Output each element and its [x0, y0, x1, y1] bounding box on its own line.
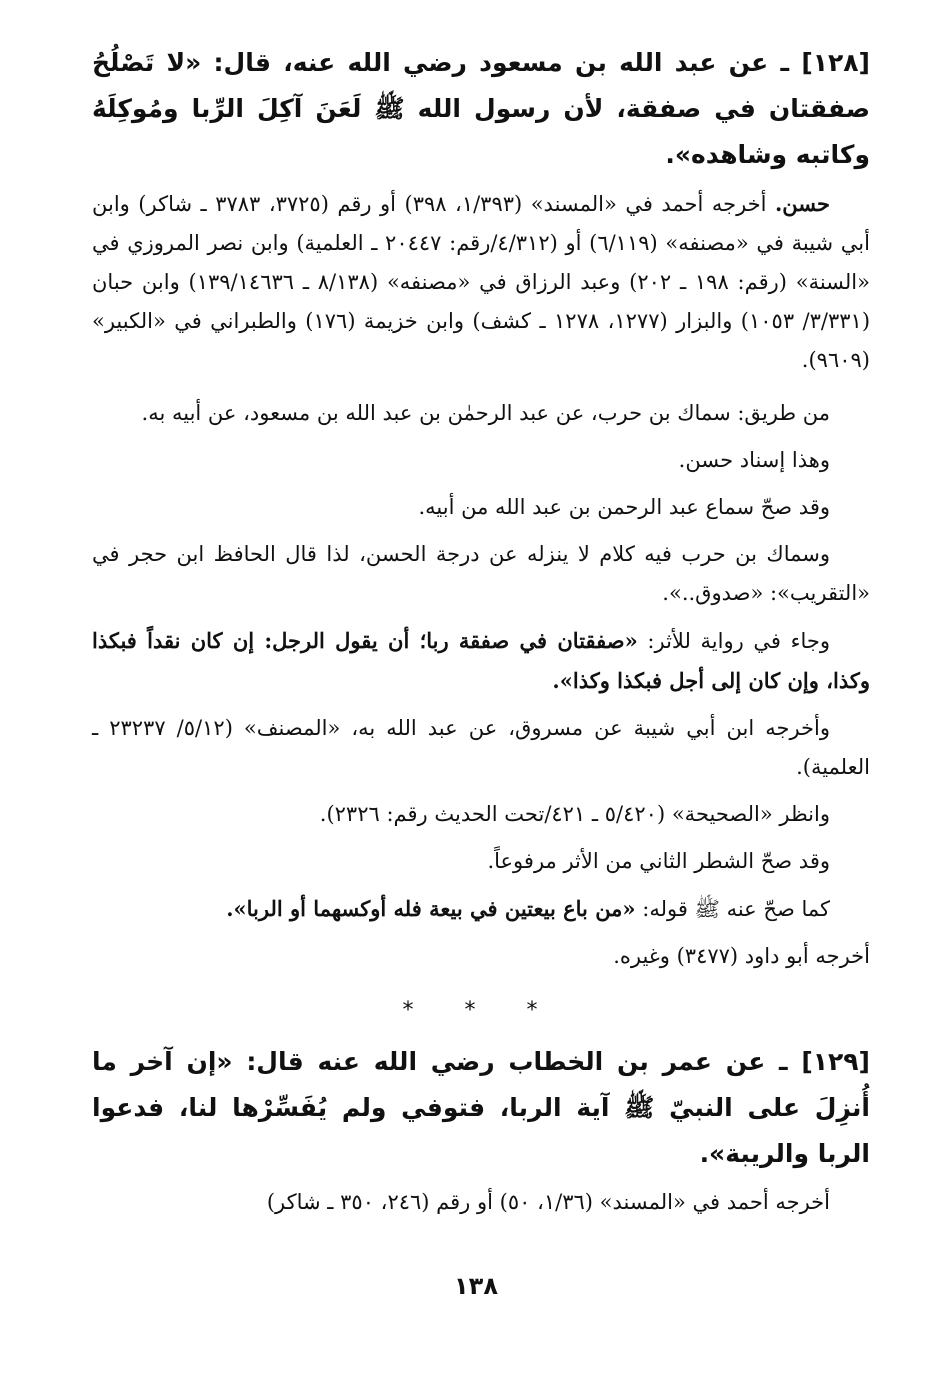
- takhrij-paragraph-129: أخرجه أحمد في «المسند» (١/٣٦، ٥٠) أو رقم (٢٤٦، ٣٥٠ ـ شاكر): [266, 1190, 830, 1214]
- riwaya-paragraph: [92, 621, 870, 701]
- hadith-lead: ـ عن عمر بن الخطاب رضي الله عنه قال:: [246, 1047, 788, 1076]
- isnad-grade: وهذا إسناد حسن.: [678, 448, 830, 472]
- kama-paragraph: [92, 889, 870, 929]
- riwaya-quote: «صفقتان في صفقة ربا؛ أن يقول الرجل: إن كان نقداً فبكذا وكذا، وإن كان إلى أجل فبكذا وكذا».: [92, 628, 870, 693]
- hadith-quote: «لا تَصْلُحُ صفقتان في صفقة، لأن رسول الله ﷺ لَعَنَ آكِلَ الرِّبا ومُوكِلَهُ وكاتبه وشاهده».: [92, 48, 870, 169]
- kama-lead: كما صحّ عنه ﷺ قوله:: [642, 897, 830, 921]
- sahiha-paragraph: وانظر «الصحيحة» (٥/٤٢٠ ـ ٤٢١/تحت الحديث رقم: ٢٣٢٦).: [319, 802, 830, 826]
- section-separator: * * *: [402, 998, 560, 1023]
- sama-paragraph: وقد صحّ سماع عبد الرحمن بن عبد الله من أبيه.: [418, 495, 830, 519]
- takhrij-text: أخرجه أحمد في «المسند» (١/٣٩٣، ٣٩٨) أو رقم (٣٧٢٥، ٣٧٨٣ ـ شاكر) وابن أبي شيبة في «مصنفه» (٦/١١٩) أو (٤/٣١٢/رقم: ٢٠٤٤٧ ـ العلمية) وابن نصر المروزي في «السنة» (رقم: ١٩٨ ـ ٢٠٢) وعبد الرزاق في «مصنفه» (٨/١٣٨ ـ ١٣٩/١٤٦٣٦) وابن حبان (٣/٣٣١/ ١٠٥٣) والبزار (١٢٧٧، ١٢٧٨ ـ كشف) وابن خزيمة (١٧٦) والطبراني في «الكبير» (٩٦٠٩).: [92, 192, 871, 372]
- hadith-lead: ـ عن عبد الله بن مسعود رضي الله عنه، قال:: [213, 48, 790, 77]
- abu-dawud-paragraph: أخرجه أبو داود (٣٤٧٧) وغيره.: [613, 944, 870, 968]
- hadith-grade: حسن.: [774, 191, 830, 216]
- hadith-number: [١٢٩]: [801, 1047, 870, 1076]
- ibn-abi-shayba-paragraph: وأخرجه ابن أبي شيبة عن مسروق، عن عبد الله به، «المصنف» (٥/١٢/ ٢٣٢٣٧ ـ العلمية).: [92, 716, 870, 779]
- simak-paragraph: وسماك بن حرب فيه كلام لا ينزله عن درجة الحسن، لذا قال الحافظ ابن حجر في «التقريب»: «صدوق..».: [92, 542, 870, 605]
- riwaya-lead: وجاء في رواية للأثر:: [647, 629, 830, 653]
- kama-quote: «من باع بيعتين في بيعة فله أوكسهما أو الربا».: [226, 896, 636, 921]
- page-number: ١٣٨: [454, 1272, 498, 1300]
- hadith-quote: «إن آخر ما أُنزِلَ على النبيّ ﷺ آية الربا، فتوفي ولم يُفَسِّرْها لنا، فدعوا الربا والريبة».: [92, 1047, 870, 1168]
- shatr-paragraph: وقد صحّ الشطر الثاني من الأثر مرفوعاً.: [487, 849, 830, 873]
- hadith-129: [92, 1039, 870, 1177]
- page-body: [92, 40, 870, 1230]
- isnad-paragraph: من طريق: سماك بن حرب، عن عبد الرحمٰن بن عبد الله بن مسعود، عن أبيه به.: [141, 401, 830, 425]
- hadith-128: [92, 40, 870, 178]
- takhrij-paragraph: [92, 184, 870, 380]
- hadith-number: [١٢٨]: [801, 48, 870, 77]
